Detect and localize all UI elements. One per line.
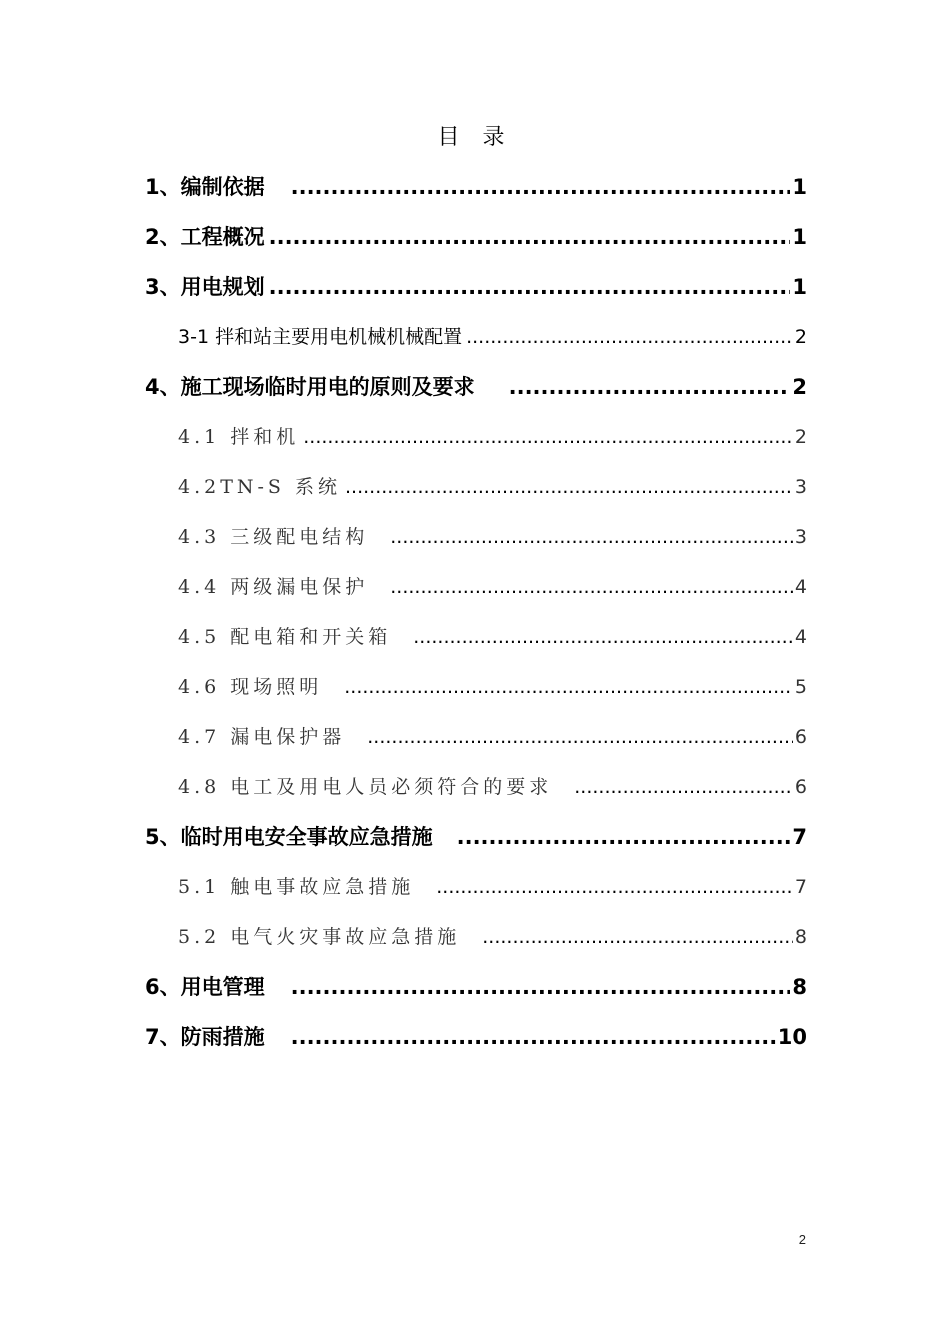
toc-entry-label: 5.1 触电事故应急措施 [178, 876, 415, 898]
toc-entry-label: 4.5 配电箱和开关箱 [178, 626, 392, 648]
toc-leader-dots [466, 317, 793, 357]
toc-leader-dots [390, 567, 793, 607]
toc-leader-dots [509, 367, 791, 407]
toc-entry-page: 8 [794, 926, 807, 948]
toc-entry-page: 7 [794, 876, 807, 898]
toc-entry-label: 4.7 漏电保护器 [178, 726, 346, 748]
toc-entry-label: 4.2TN-S 系统 [178, 476, 341, 498]
toc-leader-dots [291, 1017, 776, 1057]
toc-entry-4-6[interactable] [178, 667, 807, 707]
toc-entry-page: 3 [794, 476, 807, 498]
toc-entry-label: 5、临时用电安全事故应急措施 [145, 825, 433, 849]
toc-leader-dots [482, 917, 793, 957]
toc-leader-dots [390, 517, 793, 557]
toc-entry-page: 8 [792, 975, 807, 999]
toc-entry-label: 4.1 拌和机 [178, 426, 300, 448]
toc-entry-1[interactable] [145, 167, 807, 207]
page-title: 目 录 [437, 125, 513, 150]
toc-entry-label: 2、工程概况 [145, 225, 265, 249]
toc-entry-3-1[interactable] [178, 317, 807, 357]
toc-entry-label: 4.4 两级漏电保护 [178, 576, 369, 598]
toc-leader-dots [436, 867, 793, 907]
toc-leader-dots [457, 817, 791, 857]
toc-entry-page: 2 [794, 426, 807, 448]
toc-entry-page: 1 [792, 225, 807, 249]
toc-leader-dots [269, 267, 791, 307]
toc-entry-5[interactable] [145, 817, 807, 857]
page-number: 2 [798, 1232, 806, 1247]
toc-leader-dots [345, 467, 793, 507]
toc-leader-dots [367, 717, 793, 757]
toc-entry-label: 1、编制依据 [145, 175, 265, 199]
toc-entry-page: 6 [794, 726, 807, 748]
toc-leader-dots [291, 167, 791, 207]
toc-entry-4[interactable] [145, 367, 807, 407]
toc-entry-4-4[interactable] [178, 567, 807, 607]
toc-leader-dots [291, 967, 791, 1007]
toc-entry-label: 3、用电规划 [145, 275, 265, 299]
toc-entry-page: 5 [794, 676, 807, 698]
toc-entry-label: 6、用电管理 [145, 975, 265, 999]
toc-entry-page: 10 [777, 1025, 807, 1049]
toc-entry-label: 4.6 现场照明 [178, 676, 323, 698]
toc-entry-label: 4.3 三级配电结构 [178, 526, 369, 548]
toc-entry-page: 2 [792, 375, 807, 399]
toc-leader-dots [269, 217, 791, 257]
toc-entry-4-3[interactable] [178, 517, 807, 557]
toc-entry-6[interactable] [145, 967, 807, 1007]
toc-entry-4-1[interactable] [178, 417, 807, 457]
toc-entry-3[interactable] [145, 267, 807, 307]
toc-entry-page: 3 [794, 526, 807, 548]
toc-entry-4-5[interactable] [178, 617, 807, 657]
toc-entry-4-2[interactable] [178, 467, 807, 507]
toc-entry-label: 5.2 电气火灾事故应急措施 [178, 926, 461, 948]
toc-leader-dots [344, 667, 793, 707]
toc-entry-page: 4 [794, 626, 807, 648]
toc-entry-4-7[interactable] [178, 717, 807, 757]
toc-entry-label: 3-1 拌和站主要用电机械机械配置 [178, 326, 463, 348]
toc-entry-page: 4 [794, 576, 807, 598]
toc-entry-2[interactable] [145, 217, 807, 257]
toc-entry-page: 1 [792, 175, 807, 199]
toc-entry-page: 6 [794, 776, 807, 798]
toc-entry-label: 7、防雨措施 [145, 1025, 265, 1049]
toc-entry-5-1[interactable] [178, 867, 807, 907]
toc-entry-4-8[interactable] [178, 767, 807, 807]
toc-entry-label: 4、施工现场临时用电的原则及要求 [145, 375, 475, 399]
toc-entry-7[interactable] [145, 1017, 807, 1057]
toc-leader-dots [303, 417, 793, 457]
toc-entry-page: 7 [792, 825, 807, 849]
toc-entry-page: 1 [792, 275, 807, 299]
toc-leader-dots [574, 767, 793, 807]
toc-leader-dots [413, 617, 793, 657]
toc-entry-5-2[interactable] [178, 917, 807, 957]
toc-entry-label: 4.8 电工及用电人员必须符合的要求 [178, 776, 553, 798]
toc-entry-page: 2 [794, 326, 807, 348]
